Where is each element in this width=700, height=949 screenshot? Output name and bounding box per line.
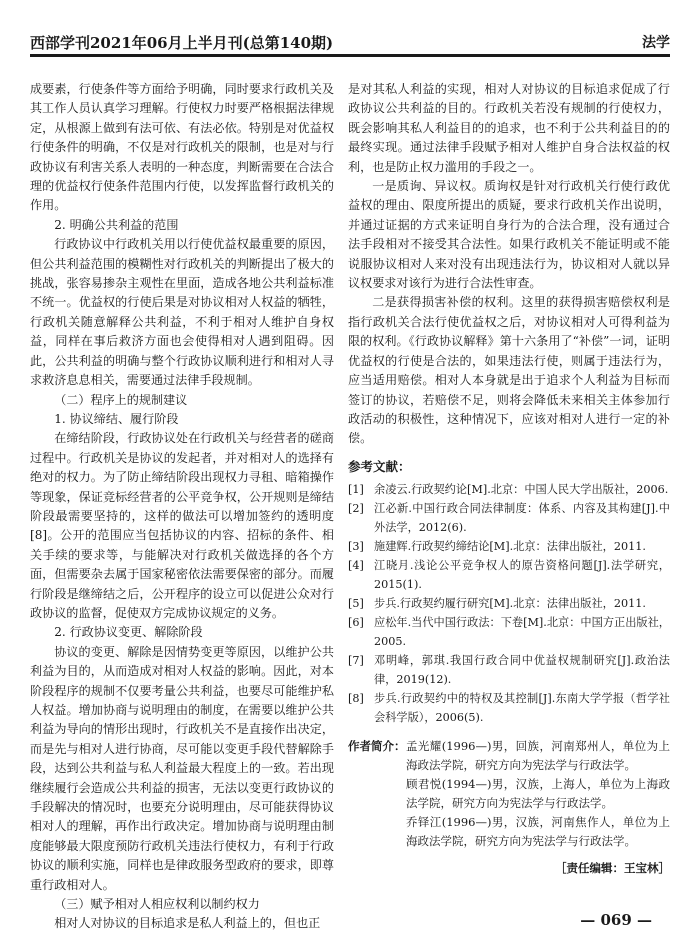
reference-number: [2] — [348, 502, 364, 516]
paragraph: 是对其私人利益的实现，相对人对协议的目标追求促成了行政协议公共利益的目的。行政机关若没有规制的行使权力，既会影响其私人利益目的的追求，也不利于公共利益目的的最终实现。通过法律手段赋予相对人维护自身合法权益的权利，也是防止权力滥用的手段之一。 — [348, 82, 670, 174]
paragraph: 二是获得损害补偿的权利。这里的获得损害赔偿权利是指行政机关合法行使优益权之后，对协议相对人可得利益为限的权利。《行政协议解释》第十六条用了“补偿”一词，证明优益权的行使是合法的，如果违法行使，则属于违法行为，应当适用赔偿。相对人本身就是出于追求个人利益为目标而签订的协议，若赔偿不足，则将会降低未来相关主体参加行政活动的积极性，这种情况下，应该对相对人进行一定的补偿。 — [348, 295, 670, 446]
right-column — [348, 80, 670, 879]
reference-text: 施建辉.行政契约缔结论[M].北京：法律出版社，2011. — [374, 540, 646, 554]
page-number: — 069 — — [580, 911, 652, 929]
reference-number: [8] — [348, 692, 364, 706]
reference-item — [348, 537, 670, 556]
author-info — [348, 737, 670, 851]
reference-text: 邓明峰，郭琪.我国行政合同中优益权规制研究[J].政治法律，2019(12). — [374, 654, 670, 687]
author-label: 作者简介： — [348, 739, 406, 754]
author-entry: 顾君悦(1994—)男，汉族，上海人，单位为上海政法学院，研究方向为宪法学与行政法学。 — [406, 777, 670, 811]
paragraph: 1. 协议缔结、履行阶段 — [54, 411, 179, 426]
reference-text: 应松年.当代中国行政法：下卷[M].北京：中国方正出版社，2005. — [374, 616, 670, 649]
reference-item — [348, 480, 670, 499]
reference-number: [7] — [348, 654, 364, 668]
reference-number: [3] — [348, 540, 364, 554]
header-rule — [30, 54, 670, 57]
paragraph: 协议的变更、解除是因情势变更等原因，以维护公共利益为目的，从而造成对相对人权益的影响。因此，对本阶段程序的规制不仅要考量公共利益，也要尽可能维护私人权益。增加协商与说明理由的制度，在需要以维护公共利益为导向的情形出现时，行政机关不是直接作出决定，而是先与相对人进行协商，尽可能以变更手段代替解除手段，达到公共利益与私人利益最大程度上的一致。若出现继续履行会造成公共利益的损害，无法以变更行政协议的手段解决的情况时，也要充分说明理由，尽可能获得协议相对人的理解，再作出行政决定。增加协商与说明理由制度能够最大限度预防行政机关违法行使权力，有利于行政协议的顺利实施，同样也是律政服务型政府的要求，即尊重行政相对人。 — [30, 644, 334, 892]
references-title: 参考文献： — [348, 458, 411, 474]
reference-item — [348, 651, 670, 689]
paragraph: 成要素，行使条件等方面给予明确，同时要求行政机关及其工作人员认真学习理解。行使权力时要严格根据法律规定，从根源上做到有法可依、有法必依。特别是对优益权行使条件的明确，不仅是对行政机关的限制，也是对与行政协议有利害关系人表明的一种态度，判断需要在合法合理的优益权行使条件范围内行使，以发挥监督行政机关的作用。 — [30, 82, 334, 213]
author-entry: 孟光耀(1996—)男，回族，河南郑州人，单位为上海政法学院，研究方向为宪法学与行政法学。 — [406, 739, 670, 773]
reference-item — [348, 499, 670, 537]
page-header — [30, 30, 670, 58]
editor-note: ［责任编辑：王宝林］ — [555, 861, 670, 876]
paragraph: （二）程序上的规制建议 — [54, 392, 188, 407]
reference-item — [348, 594, 670, 613]
reference-number: [5] — [348, 597, 364, 611]
reference-text: 步兵.行政契约履行研究[M].北京：法律出版社，2011. — [374, 597, 646, 611]
reference-item — [348, 689, 670, 727]
reference-item — [348, 613, 670, 651]
reference-item — [348, 556, 670, 594]
paragraph: 一是质询、异议权。质询权是针对行政机关行使行政优益权的理由、限度所提出的质疑，要求行政机关作出说明，并通过证据的方式来证明自身行为的合法合理，没有通过合法手段相对不接受其合法性。如果行政机关不能证明或不能说服协议相对人来对没有出现违法行为，协议相对人就以异议权要求对该行为进行合法性审查。 — [348, 179, 670, 291]
paragraph: 相对人对协议的目标追求是私人利益上的，但也正 — [54, 916, 321, 931]
reference-text: 江晓月.浅论公平竞争权人的原告资格问题[J].法学研究，2015(1). — [374, 559, 670, 592]
paragraph: 2. 行政协议变更、解除阶段 — [54, 625, 203, 640]
references-list — [348, 480, 670, 727]
reference-text: 余凌云.行政契约论[M].北京：中国人民大学出版社，2006. — [374, 483, 669, 497]
reference-number: [1] — [348, 483, 364, 497]
right-body — [348, 80, 670, 449]
reference-number: [6] — [348, 616, 364, 630]
journal-title: 西部学刊2021年06月上半月刊(总第140期) — [30, 34, 334, 52]
reference-text: 江必新.中国行政合同法律制度：体系、内容及其构建[J].中外法学，2012(6). — [374, 502, 670, 535]
paragraph: 在缔结阶段，行政协议处在行政机关与经营者的磋商过程中。行政机关是协议的发起者，并对相对人的选择有绝对的权力。为了防止缔结阶段出现权力寻租、暗箱操作等现象，保证竞标经营者的公平竞争权，公开规则是缔结阶段最需要坚持的，这样的做法可以增加签约的透明度[8]。公开的范围应当包括协议的内容、招标的条件、相关手续的要求等，与能解决对行政机关做选择的各个方面，但需要杂去属于国家秘密依法需要保密的部分。而履行阶段是继缔结之后，公开程序的设立可以促进公众对行政协议的监督，促使双方完成协议规定的义务。 — [30, 431, 334, 620]
section-name: 法学 — [642, 35, 670, 51]
reference-text: 步兵.行政契约中的特权及其控制[J].东南大学学报（哲学社会科学版），2006(5). — [374, 692, 670, 725]
author-entry: 乔铎江(1996—)男，汉族，河南焦作人，单位为上海政法学院，研究方向为宪法学与行政法学。 — [406, 815, 670, 849]
reference-number: [4] — [348, 559, 364, 573]
paragraph: 行政协议中行政机关用以行使优益权最重要的原因，但公共利益范围的模糊性对行政机关的判断提出了极大的挑战，张容易掺杂主观性在里面，造成各地公共利益标准不统一。优益权的行使后果是对协议相对人权益的牺牲，行政机关随意解释公共利益，不利于相对人维护自身权益，同样在事后救济方面也会使得相对人遇到阻碍。因此，公共利益的明确与整个行政协议顺利进行和相对人寻求救济息息相关，需要通过法律手段规制。 — [30, 237, 334, 388]
paragraph: （三）赋予相对人相应权利以制约权力 — [54, 897, 260, 912]
paragraph: 2. 明确公共利益的范围 — [54, 217, 179, 232]
left-column — [30, 80, 334, 934]
author-list — [406, 737, 670, 851]
